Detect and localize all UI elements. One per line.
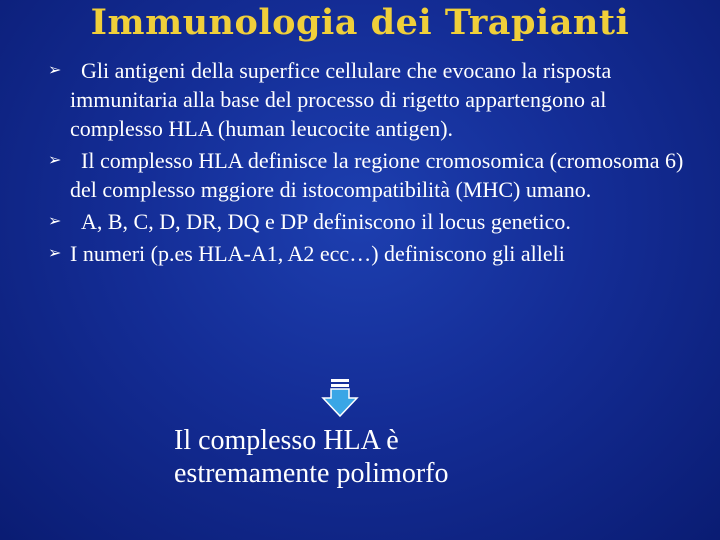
conclusion-line: estremamente polimorfo: [174, 458, 449, 489]
bullet-text: A, B, C, D, DR, DQ e DP definiscono il locus genetico.: [70, 209, 571, 234]
list-item: [48, 146, 698, 204]
bullet-text: Il complesso HLA definisce la regione cromosomica (cromosoma 6) del complesso mggiore di istocompatibilità (MHC) umano.: [70, 148, 695, 202]
bullet-text: Gli antigeni della superfice cellulare che evocano la risposta immunitaria alla base del processo di rigetto appartengono al complesso HLA (human leucocite antigen).: [70, 58, 617, 141]
arrowhead-bullet-icon: ➢: [48, 152, 62, 169]
list-item: [48, 239, 698, 268]
conclusion-text: [174, 424, 448, 490]
arrowhead-bullet-icon: ➢: [48, 213, 62, 230]
list-item: [48, 207, 698, 236]
arrowhead-bullet-icon: ➢: [48, 245, 62, 262]
down-arrow-icon: [320, 378, 360, 418]
slide-title: Immunologia dei Trapianti: [90, 2, 630, 43]
bullet-list: [48, 56, 698, 271]
conclusion-line: Il complesso HLA è: [174, 425, 399, 456]
bullet-text: I numeri (p.es HLA-A1, A2 ecc…) definiscono gli alleli: [70, 241, 565, 266]
arrowhead-bullet-icon: ➢: [48, 62, 62, 79]
list-item: [48, 56, 698, 143]
